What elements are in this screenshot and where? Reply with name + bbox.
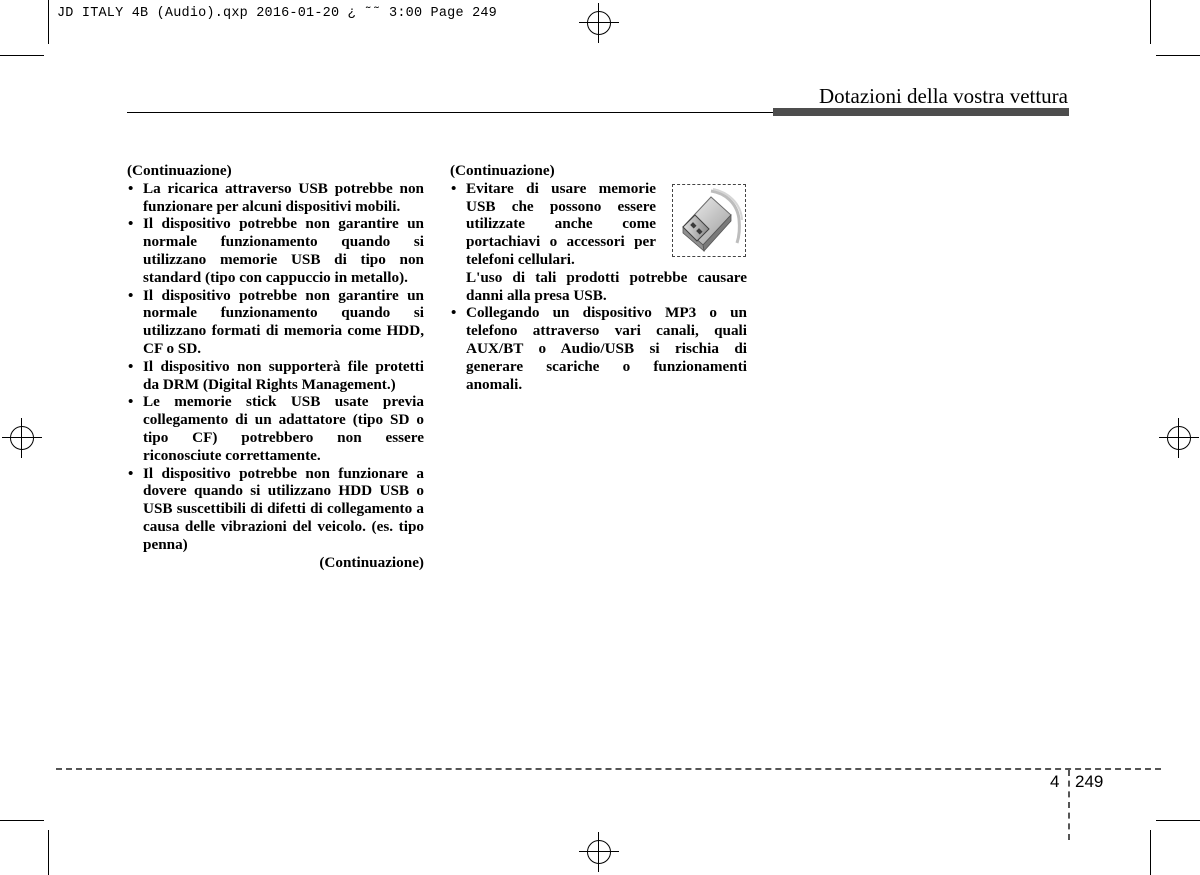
list-item: • Le memorie stick USB usate previa collegamento di un adattatore (tipo SD o tipo CF) potrebbero non essere riconosciute correttamente. [128, 393, 424, 464]
trim-mark [1156, 820, 1200, 821]
list-item-text: Evitare di usare memorie USB che possono essere utilizzate anche come portachiavi o accessori per telefoni cellulari. [466, 179, 656, 268]
bullet-icon: • [128, 393, 134, 411]
bullet-icon: • [128, 215, 134, 233]
chapter-number: 4 [1050, 772, 1060, 791]
continuation-label: (Continuazione) [450, 162, 555, 179]
list-item-text-continued: L'uso di tali prodotti potrebbe causare danni alla presa USB. [466, 268, 747, 304]
bullet-icon: • [128, 179, 134, 197]
list-item: • Il dispositivo potrebbe non funzionare a dovere quando si utilizzano HDD USB o USB suscettibili di difetti di collegamento a causa delle vibrazioni del veicolo. (es. tipo penna) [128, 464, 424, 553]
list-item: • Collegando un dispositivo MP3 o un telefono attraverso vari canali, quali AUX/BT o Audio/USB si rischia di generare scariche o funzionamenti anomali. [451, 304, 747, 393]
bullet-list [127, 180, 424, 554]
trim-mark [0, 820, 44, 821]
bullet-icon: • [451, 304, 457, 322]
bullet-icon: • [128, 286, 134, 304]
trim-mark [1150, 0, 1151, 44]
list-item: • Il dispositivo potrebbe non garantire un normale funzionamento quando si utilizzano memorie USB di tipo non standard (tipo con cappuccio in metallo). [128, 215, 424, 286]
list-item: • La ricarica attraverso USB potrebbe non funzionare per alcuni dispositivi mobili. [128, 179, 424, 215]
left-column [127, 162, 424, 571]
bullet-icon: • [128, 357, 134, 375]
continuation-label: (Continuazione) [127, 162, 232, 179]
trim-mark [1150, 830, 1151, 875]
registration-mark-icon [1159, 418, 1199, 458]
footer-rule [56, 768, 1161, 770]
section-title: Dotazioni della vostra vettura [819, 84, 1068, 108]
bullet-icon: • [128, 464, 134, 482]
bullet-icon: • [451, 179, 457, 197]
usb-stick-icon [673, 185, 745, 256]
footer-divider [1068, 770, 1070, 840]
trim-mark [0, 55, 44, 56]
header-rule [127, 112, 775, 113]
trim-mark [48, 830, 49, 875]
registration-mark-icon [2, 418, 42, 458]
trim-mark [1156, 55, 1200, 56]
print-slug: JD ITALY 4B (Audio).qxp 2016-01-20 ¿ ˜˜ 3:00 Page 249 [57, 6, 497, 21]
usb-stick-figure [672, 184, 746, 257]
registration-mark-icon [579, 3, 619, 43]
list-item: • Il dispositivo non supporterà file protetti da DRM (Digital Rights Management.) [128, 357, 424, 393]
trim-mark [48, 0, 49, 44]
continuation-label-bottom: (Continuazione) [319, 553, 424, 571]
header-rule-thick [773, 108, 1069, 116]
registration-mark-icon [579, 832, 619, 872]
list-item: • Il dispositivo potrebbe non garantire un normale funzionamento quando si utilizzano formati di memoria come HDD, CF o SD. [128, 286, 424, 357]
page-number: 249 [1075, 772, 1104, 791]
